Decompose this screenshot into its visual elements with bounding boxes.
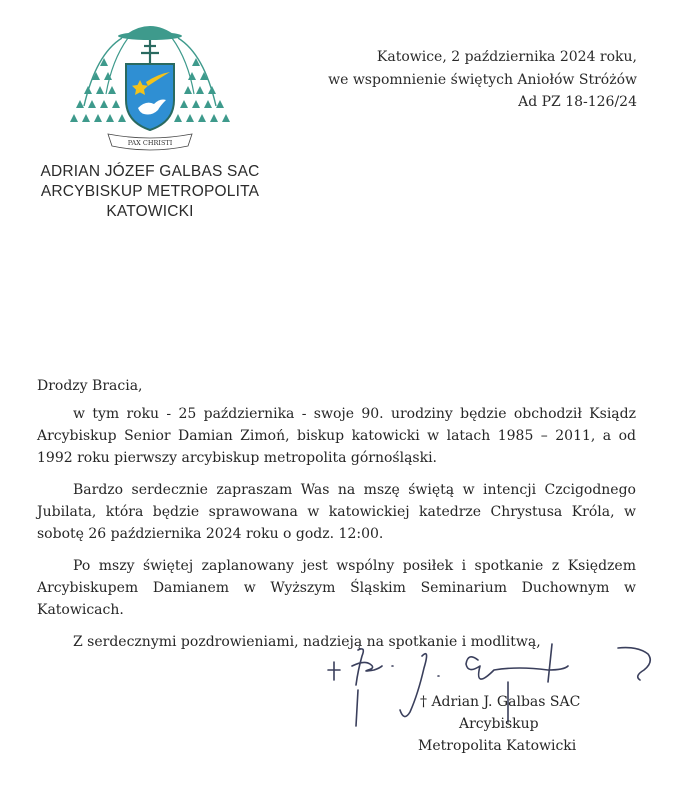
signature-title-archbishop: Arcybiskup <box>459 716 539 732</box>
signature-title-metropolitan: Metropolita Katowicki <box>418 738 577 754</box>
paragraph-meal: Po mszy świętej zaplanowany jest wspólny posiłek i spotkanie z Księdzem Arcybiskupem Damianem w Wyższym Śląskim Seminarium Duchownym w Katowicach. <box>37 558 636 618</box>
sender-title: ARCYBISKUP METROPOLITA <box>40 183 260 200</box>
sender-block <box>0 162 300 222</box>
paragraph-invitation: Bardzo serdecznie zapraszam Was na mszę świętą w intencji Czcigodnego Jubilata, która będzie sprawowana w katowickiej katedrze Chrystusa Króla, w sobotę 26 października 2024 roku o godz. 12:00. <box>37 482 636 542</box>
date-line <box>328 46 637 92</box>
greeting: Drodzy Bracia, <box>37 378 143 394</box>
tassels-right-icon <box>174 58 230 122</box>
signature-name: † Adrian J. Galbas SAC <box>420 694 581 710</box>
date-place: Katowice, 2 października 2024 roku, <box>376 49 637 65</box>
coat-of-arms-logo <box>66 14 234 152</box>
cross-icon <box>141 40 159 64</box>
sender-name: ADRIAN JÓZEF GALBAS SAC <box>40 163 260 180</box>
closing-line: Z serdecznymi pozdrowieniami, nadzieją na spotkanie i modlitwą, <box>73 634 541 650</box>
reference-number: Ad PZ 18-126/24 <box>518 94 637 110</box>
tassels-left-icon <box>70 58 126 122</box>
motto-text: PAX CHRISTI <box>127 139 173 147</box>
letter-body <box>37 375 636 653</box>
paragraph-birthday: w tym roku - 25 października - swoje 90. urodziny będzie obchodził Ksiądz Arcybiskup Senior Damian Zimoń, biskup katowicki w latach 1985 – 2011, a od 1992 roku pierwszy arcybiskup metropolita górnośląski. <box>37 406 636 466</box>
sender-see: KATOWICKI <box>106 203 194 220</box>
date-feast: we wspomnienie świętych Aniołów Stróżów <box>328 72 637 88</box>
